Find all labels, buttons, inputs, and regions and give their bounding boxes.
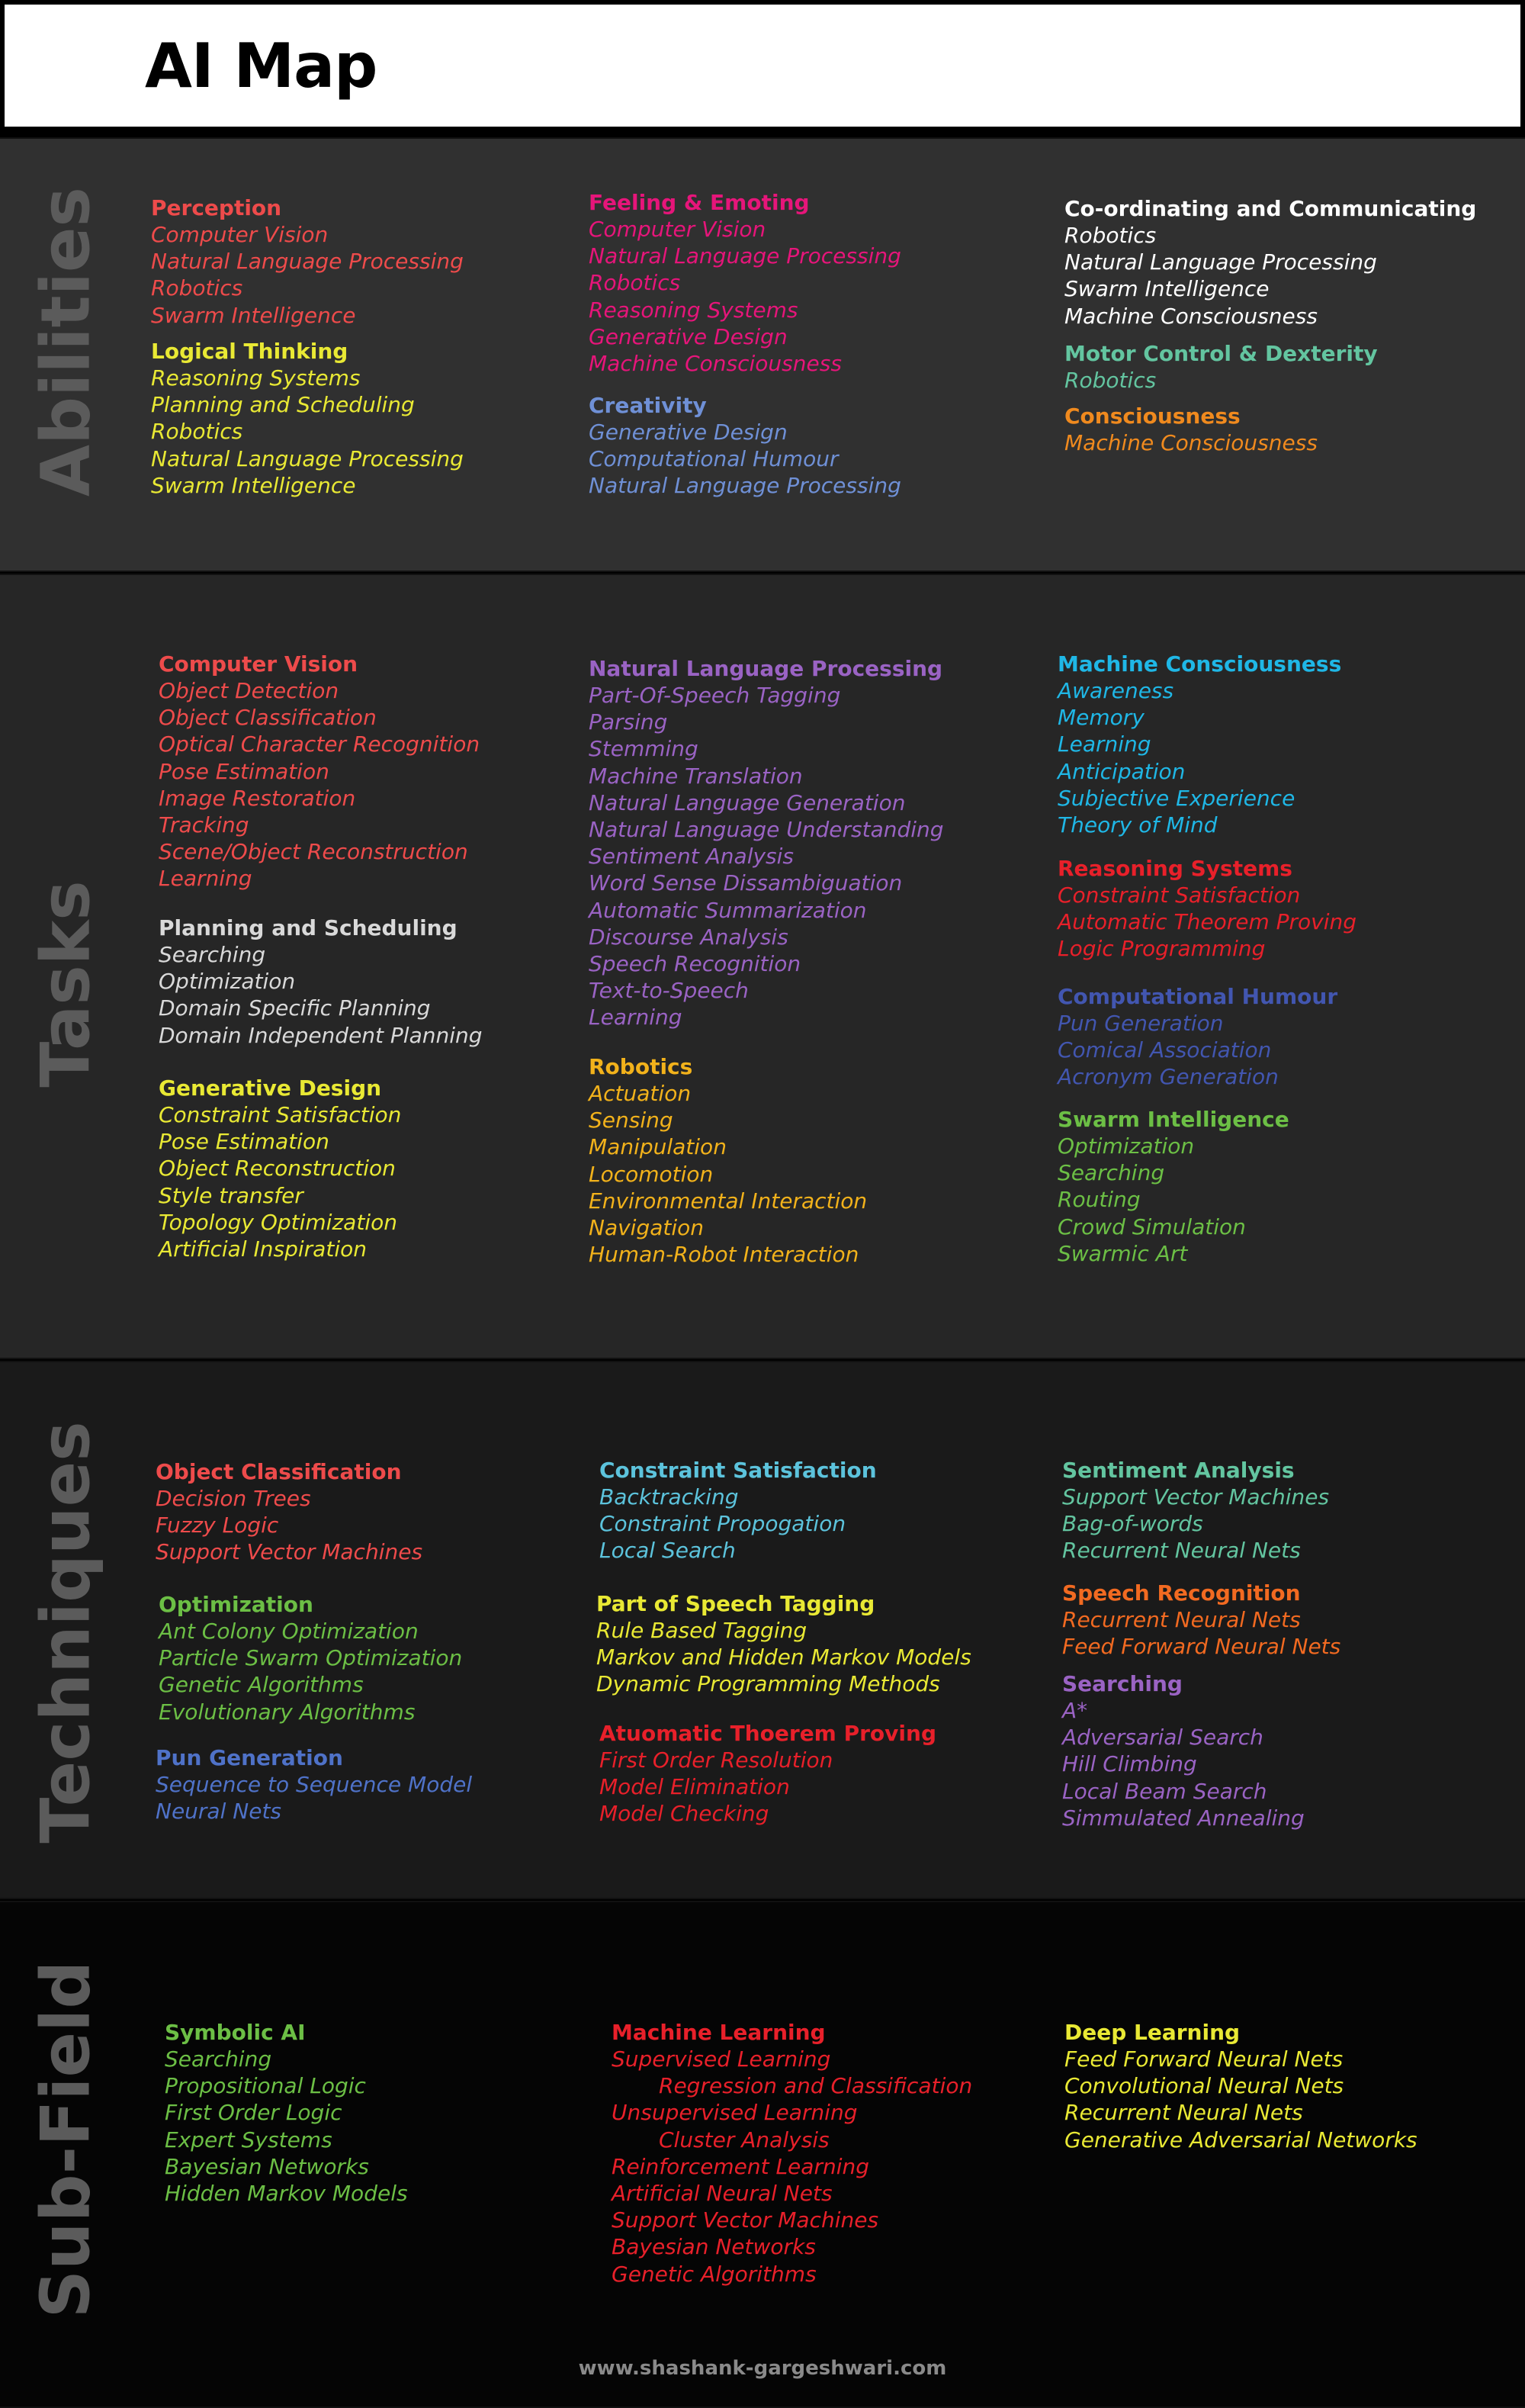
category-group xyxy=(589,189,901,377)
category-item: Stemming xyxy=(589,736,698,762)
category-item: Support Vector Machines xyxy=(1062,1484,1330,1509)
category-group xyxy=(1058,855,1356,963)
category-item: Robotics xyxy=(151,275,243,301)
category-item-list xyxy=(589,419,901,500)
category-item: Anticipation xyxy=(1058,758,1186,784)
category-title: Generative Design xyxy=(159,1075,382,1101)
category-title: Planning and Scheduling xyxy=(159,915,458,940)
category-group xyxy=(159,915,483,1049)
category-item: Reasoning Systems xyxy=(589,297,798,323)
category-item: Robotics xyxy=(151,419,243,445)
category-item: Robotics xyxy=(1064,223,1157,248)
category-group xyxy=(159,1591,462,1725)
category-item: Human-Robot Interaction xyxy=(589,1242,859,1268)
category-item: Feed Forward Neural Nets xyxy=(1064,2046,1344,2072)
category-group xyxy=(159,651,480,892)
category-item-list xyxy=(159,1101,401,1262)
category-group xyxy=(1058,1106,1289,1267)
category-item: Awareness xyxy=(1058,678,1174,703)
category-item: Particle Swarm Optimization xyxy=(159,1645,463,1671)
category-item: First Order Resolution xyxy=(599,1747,833,1773)
category-group xyxy=(159,1075,401,1262)
category-item-list xyxy=(1064,222,1476,330)
category-item: Manipulation xyxy=(589,1134,727,1160)
category-item: Regression and Classification xyxy=(659,2073,973,2099)
category-item: Learning xyxy=(1058,731,1151,757)
category-item: Topology Optimization xyxy=(159,1209,397,1235)
category-item: Domain Specific Planning xyxy=(159,995,431,1021)
category-item: Model Checking xyxy=(599,1801,769,1827)
category-item: Support Vector Machines xyxy=(156,1539,423,1565)
category-group xyxy=(1064,403,1318,456)
category-item: Natural Language Processing xyxy=(1064,249,1377,275)
category-item-list xyxy=(156,1485,422,1566)
category-group xyxy=(589,655,944,1031)
category-item: Machine Consciousness xyxy=(1064,430,1318,455)
category-item: Recurrent Neural Nets xyxy=(1062,1607,1301,1632)
category-group xyxy=(1058,651,1341,838)
category-item: Searching xyxy=(165,2046,272,2072)
category-item: Learning xyxy=(589,1005,682,1030)
category-item: Unsupervised Learning xyxy=(612,2100,858,2126)
category-item: Swarm Intelligence xyxy=(151,472,356,498)
category-item: Pun Generation xyxy=(1058,1011,1224,1036)
category-group xyxy=(156,1744,472,1824)
category-item: Local Beam Search xyxy=(1062,1778,1267,1804)
category-item-list xyxy=(589,682,944,1031)
category-item: Learning xyxy=(159,866,252,892)
section-label: Techniques xyxy=(26,1421,105,1844)
category-title: Machine Consciousness xyxy=(1058,651,1342,677)
category-item: Bayesian Networks xyxy=(612,2234,816,2260)
category-item: Bayesian Networks xyxy=(165,2153,369,2179)
category-item-list xyxy=(612,2046,972,2287)
category-item-list xyxy=(589,1080,867,1268)
category-title: Symbolic AI xyxy=(165,2020,306,2045)
category-item: Fuzzy Logic xyxy=(156,1513,279,1538)
category-item: Constraint Satisfaction xyxy=(1058,883,1301,908)
category-item: Computational Humour xyxy=(589,446,839,472)
category-item: Constraint Satisfaction xyxy=(159,1102,402,1127)
category-item: Sensing xyxy=(589,1108,673,1133)
category-item: Constraint Propogation xyxy=(599,1511,846,1537)
category-item: Simmulated Annealing xyxy=(1062,1805,1305,1831)
category-item: Adversarial Search xyxy=(1062,1725,1263,1751)
category-item-list xyxy=(599,1747,936,1828)
category-item-list xyxy=(1062,1484,1329,1564)
category-title: Computational Humour xyxy=(1058,984,1338,1009)
category-item: Backtracking xyxy=(599,1484,739,1509)
category-title: Machine Learning xyxy=(612,2020,826,2045)
category-item: Image Restoration xyxy=(159,785,356,811)
category-item: Propositional Logic xyxy=(165,2073,366,2099)
category-item: Locomotion xyxy=(589,1161,714,1187)
category-item-list xyxy=(159,1618,462,1725)
category-group xyxy=(599,1720,936,1828)
category-title: Reasoning Systems xyxy=(1058,856,1292,881)
category-item: Natural Language Processing xyxy=(151,445,464,471)
category-item: Reinforcement Learning xyxy=(612,2153,869,2179)
footer-url[interactable]: www.shashank-gargeshwari.com xyxy=(578,2357,947,2380)
category-item: Actuation xyxy=(589,1081,692,1106)
category-title: Logical Thinking xyxy=(151,339,348,364)
category-item-list xyxy=(156,1771,472,1824)
category-item: Natural Language Processing xyxy=(151,249,464,275)
category-item: Natural Language Understanding xyxy=(589,817,944,843)
category-title: Constraint Satisfaction xyxy=(599,1458,877,1483)
category-item: Bag-of-words xyxy=(1062,1511,1203,1537)
section-label: Tasks xyxy=(26,880,105,1088)
category-group xyxy=(596,1590,971,1698)
category-title: Perception xyxy=(151,195,282,220)
category-item: Memory xyxy=(1058,705,1145,731)
category-group xyxy=(1062,1457,1329,1564)
category-title: Part of Speech Tagging xyxy=(596,1591,875,1616)
category-item-list xyxy=(1062,1606,1340,1660)
section-label: Abilities xyxy=(26,187,105,497)
category-item-list xyxy=(1064,367,1378,394)
category-item: Optimization xyxy=(159,969,296,995)
category-item: Pose Estimation xyxy=(159,1129,329,1155)
category-title: Creativity xyxy=(589,393,707,418)
page-title: AI Map xyxy=(145,31,377,101)
category-item: Automatic Theorem Proving xyxy=(1058,909,1357,935)
category-item: Generative Design xyxy=(589,323,788,349)
category-item: Environmental Interaction xyxy=(589,1188,868,1214)
category-title: Sentiment Analysis xyxy=(1062,1458,1295,1483)
category-title: Pun Generation xyxy=(156,1745,343,1770)
category-item: Feed Forward Neural Nets xyxy=(1062,1634,1341,1660)
category-item: Optimization xyxy=(1058,1133,1195,1159)
category-group xyxy=(1062,1670,1305,1831)
category-item: Supervised Learning xyxy=(612,2046,831,2072)
category-item-list xyxy=(1058,882,1356,963)
category-item: Neural Nets xyxy=(156,1799,282,1824)
category-item: Decision Trees xyxy=(156,1486,311,1511)
category-item: Computer Vision xyxy=(589,217,766,242)
category-item-list xyxy=(1058,1133,1289,1267)
category-title: Robotics xyxy=(589,1054,693,1079)
category-title: Swarm Intelligence xyxy=(1058,1107,1289,1132)
category-item-list xyxy=(165,2046,408,2207)
category-title: Consciousness xyxy=(1064,403,1241,429)
category-item: Object Reconstruction xyxy=(159,1156,396,1181)
category-item: Expert Systems xyxy=(165,2127,332,2152)
category-item-list xyxy=(151,365,464,499)
category-item: Routing xyxy=(1058,1187,1141,1213)
category-title: Co-ordinating and Communicating xyxy=(1064,196,1477,221)
category-title: Atuomatic Thoerem Proving xyxy=(599,1721,936,1746)
category-item: Object Detection xyxy=(159,678,339,703)
category-item: Recurrent Neural Nets xyxy=(1062,1538,1301,1564)
category-item: Optical Character Recognition xyxy=(159,731,480,757)
category-item-list xyxy=(596,1617,971,1698)
title-box xyxy=(5,5,1520,127)
category-title: Optimization xyxy=(159,1592,313,1617)
category-item: Discourse Analysis xyxy=(589,924,788,950)
category-item: Scene/Object Reconstruction xyxy=(159,839,468,865)
category-item: Sentiment Analysis xyxy=(589,844,794,870)
category-item-list xyxy=(1064,2046,1417,2153)
category-group xyxy=(599,1457,877,1564)
category-item: Subjective Experience xyxy=(1058,785,1295,811)
category-item-list xyxy=(1058,677,1341,838)
category-item-list xyxy=(159,677,480,892)
category-item: Local Search xyxy=(599,1538,736,1564)
category-item: Text-to-Speech xyxy=(589,978,749,1004)
category-item: Swarm Intelligence xyxy=(1064,276,1270,302)
category-item: Searching xyxy=(159,942,266,967)
category-group xyxy=(1058,983,1337,1091)
category-item-list xyxy=(1058,1010,1337,1091)
category-item: Tracking xyxy=(159,812,249,838)
category-item: Searching xyxy=(1058,1160,1165,1186)
category-item: Pose Estimation xyxy=(159,758,329,784)
category-title: Deep Learning xyxy=(1064,2020,1241,2045)
category-title: Searching xyxy=(1062,1671,1183,1696)
category-title: Motor Control & Dexterity xyxy=(1064,341,1378,366)
category-item: Robotics xyxy=(1064,368,1157,393)
category-item: Model Elimination xyxy=(599,1774,790,1800)
category-item: Genetic Algorithms xyxy=(612,2261,817,2287)
category-item: Convolutional Neural Nets xyxy=(1064,2073,1344,2099)
category-item: Theory of Mind xyxy=(1058,812,1218,838)
category-title: Natural Language Processing xyxy=(589,656,943,681)
category-item: Dynamic Programming Methods xyxy=(596,1671,940,1697)
category-item: Evolutionary Algorithms xyxy=(159,1699,416,1725)
category-item: Generative Design xyxy=(589,420,788,445)
category-item: Part-Of-Speech Tagging xyxy=(589,683,841,708)
category-title: Object Classification xyxy=(156,1459,402,1484)
category-title: Feeling & Emoting xyxy=(589,190,810,215)
category-item: Swarmic Art xyxy=(1058,1240,1188,1266)
category-item: Navigation xyxy=(589,1215,705,1241)
category-item: Crowd Simulation xyxy=(1058,1214,1246,1239)
category-item: Machine Translation xyxy=(589,763,803,789)
category-item: Acronym Generation xyxy=(1058,1064,1279,1090)
category-item: First Order Logic xyxy=(165,2100,342,2126)
category-item: Domain Independent Planning xyxy=(159,1022,483,1048)
category-item: Artificial Inspiration xyxy=(159,1236,367,1262)
category-item: Logic Programming xyxy=(1058,936,1266,962)
category-title: Computer Vision xyxy=(159,651,358,677)
category-item: Recurrent Neural Nets xyxy=(1064,2100,1303,2126)
category-group xyxy=(151,195,464,329)
category-item: Machine Consciousness xyxy=(589,351,842,377)
category-item-list xyxy=(1062,1697,1305,1831)
category-item-list xyxy=(599,1484,877,1564)
category-item: Cluster Analysis xyxy=(659,2127,830,2152)
category-group xyxy=(1064,195,1476,330)
category-group xyxy=(165,2019,408,2207)
category-item: Generative Adversarial Networks xyxy=(1064,2127,1417,2152)
category-item: Robotics xyxy=(589,270,681,296)
category-item-list xyxy=(589,216,901,377)
category-group xyxy=(589,392,901,500)
category-group xyxy=(1064,340,1378,394)
category-title: Speech Recognition xyxy=(1062,1580,1301,1606)
category-item-list xyxy=(151,221,464,329)
category-item: Markov and Hidden Markov Models xyxy=(596,1644,971,1670)
category-item: Speech Recognition xyxy=(589,951,801,977)
category-item: Sequence to Sequence Model xyxy=(156,1772,473,1797)
category-item: Swarm Intelligence xyxy=(151,302,356,328)
category-item: Object Classification xyxy=(159,705,377,731)
category-item-list xyxy=(159,941,483,1049)
category-item: Hidden Markov Models xyxy=(165,2181,408,2207)
category-item: Word Sense Dissambiguation xyxy=(589,870,903,896)
category-item: Comical Association xyxy=(1058,1037,1272,1063)
category-item: Reasoning Systems xyxy=(151,365,361,391)
category-item: Natural Language Processing xyxy=(589,473,901,499)
category-item-list xyxy=(1064,429,1318,456)
category-item: Artificial Neural Nets xyxy=(612,2181,833,2207)
category-group xyxy=(1064,2019,1417,2153)
category-item: Planning and Scheduling xyxy=(151,392,415,418)
category-item: Ant Colony Optimization xyxy=(159,1619,419,1644)
category-item: Rule Based Tagging xyxy=(596,1618,807,1643)
category-item: Computer Vision xyxy=(151,222,329,247)
category-item: Natural Language Generation xyxy=(589,789,906,815)
category-group xyxy=(151,338,464,499)
category-item: Machine Consciousness xyxy=(1064,303,1318,329)
category-group xyxy=(612,2019,972,2287)
category-item: Automatic Summarization xyxy=(589,897,867,923)
category-item: Style transfer xyxy=(159,1182,303,1208)
section-label: Sub-Field xyxy=(26,1960,105,2319)
category-group xyxy=(156,1458,422,1566)
category-item: Hill Climbing xyxy=(1062,1751,1197,1777)
category-item: Support Vector Machines xyxy=(612,2207,879,2233)
category-group xyxy=(1062,1580,1340,1660)
category-group xyxy=(589,1053,867,1268)
category-item: Parsing xyxy=(589,709,668,735)
category-item: Natural Language Processing xyxy=(589,243,901,269)
category-item: Genetic Algorithms xyxy=(159,1672,364,1698)
category-item: A* xyxy=(1062,1698,1088,1723)
